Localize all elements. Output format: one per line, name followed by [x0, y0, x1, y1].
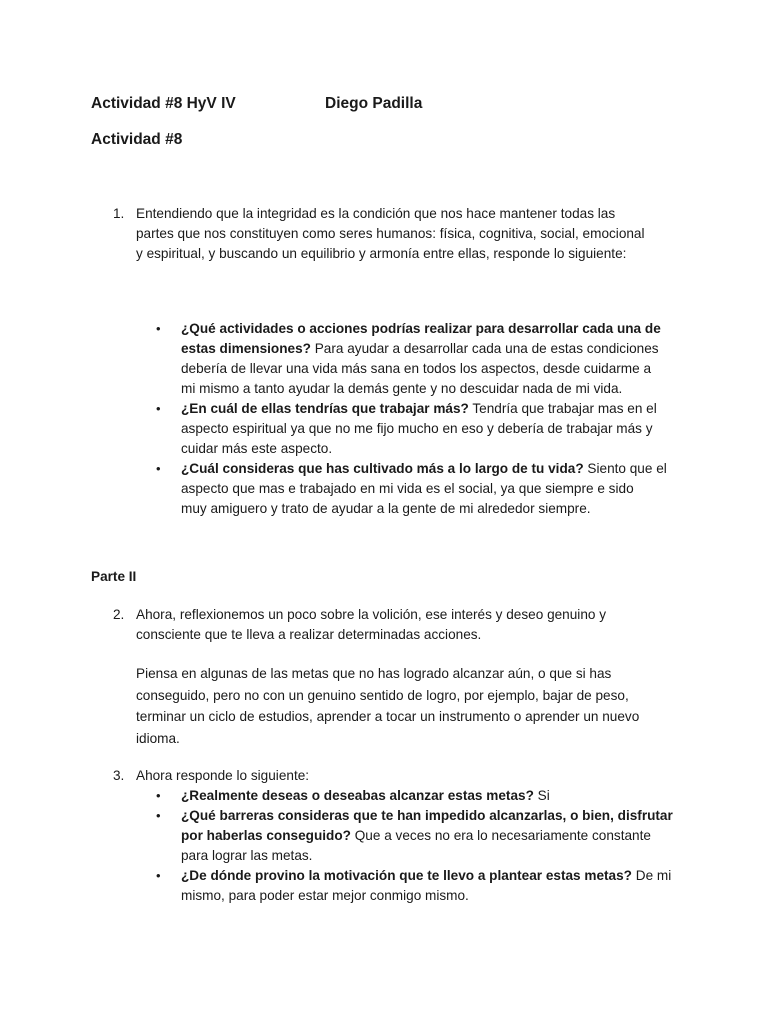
- bullet-answer: Si: [533, 788, 550, 803]
- question-1-line: y espiritual, y buscando un equilibrio y armonía entre ellas, responde lo siguiente:: [136, 246, 627, 261]
- bullet-answer: Siento que el: [583, 461, 667, 476]
- question-3-number: 3.: [113, 768, 125, 783]
- document-title: Actividad #8 HyV IV: [91, 95, 236, 112]
- question-1-text: [136, 204, 696, 264]
- question-2-line: Ahora, reflexionemos un poco sobre la volición, ese interés y deseo genuino y: [136, 607, 607, 622]
- activity-subtitle: Actividad #8: [91, 131, 183, 148]
- bullet-question: ¿De dónde provino la motivación que te llevo a plantear estas metas?: [181, 868, 632, 883]
- bullet-icon: •: [156, 321, 161, 336]
- bullet-icon: •: [156, 868, 161, 883]
- author-name: Diego Padilla: [325, 95, 423, 112]
- bullet-answer: cuidar más este aspecto.: [181, 441, 333, 456]
- paragraph-line: conseguido, pero no con un genuino sentido de logro, por ejemplo, bajar de peso,: [136, 687, 629, 703]
- list-item: [156, 786, 681, 806]
- question-1-bullets: [156, 319, 681, 519]
- bullet-question: ¿Cuál consideras que has cultivado más a lo largo de tu vida?: [181, 461, 584, 476]
- question-1-number: 1.: [113, 206, 125, 221]
- bullet-question: por haberlas conseguido?: [181, 828, 351, 843]
- bullet-answer: mi mismo a tanto ayudar la demás gente y no descuidar nada de mi vida.: [181, 381, 623, 396]
- bullet-question: ¿Qué actividades o acciones podrías realizar para desarrollar cada una de: [181, 321, 661, 336]
- bullet-answer: mismo, para poder estar mejor conmigo mismo.: [181, 888, 469, 903]
- bullet-answer: Que a veces no era lo necesariamente constante: [350, 828, 651, 843]
- question-2-line: consciente que te lleva a realizar determinadas acciones.: [136, 627, 482, 642]
- bullet-icon: •: [156, 808, 161, 823]
- bullet-answer: para lograr las metas.: [181, 848, 313, 863]
- bullet-answer: muy amiguero y trato de ayudar a la gente de mi alrededor siempre.: [181, 501, 591, 516]
- question-2-text: [136, 605, 696, 645]
- question-1-line: partes que nos constituyen como seres humanos: física, cognitiva, social, emocional: [136, 226, 645, 241]
- bullet-question: ¿En cuál de ellas tendrías que trabajar más?: [181, 401, 469, 416]
- section-heading-part-2: Parte II: [91, 569, 137, 584]
- bullet-answer: debería de llevar una vida más sana en todos los aspectos, desde cuidarme a: [181, 361, 652, 376]
- bullet-answer: aspecto espiritual ya que no me fijo mucho en eso y debería de trabajar más y: [181, 421, 653, 436]
- paragraph-line: Piensa en algunas de las metas que no has logrado alcanzar aún, o que si has: [136, 666, 612, 681]
- bullet-question: estas dimensiones?: [181, 341, 311, 356]
- bullet-answer: Tendría que trabajar mas en el: [468, 401, 657, 416]
- bullet-icon: •: [156, 461, 161, 476]
- question-2-paragraph: [136, 663, 696, 749]
- bullet-question: ¿Realmente deseas o deseabas alcanzar estas metas?: [181, 788, 534, 803]
- bullet-answer: De mi: [631, 868, 672, 883]
- paragraph-line: terminar un ciclo de estudios, aprender a tocar un instrumento o aprender un nuevo: [136, 709, 640, 724]
- bullet-question: ¿Qué barreras consideras que te han impedido alcanzarlas, o bien, disfrutar: [181, 808, 673, 823]
- list-item: [156, 319, 681, 399]
- bullet-answer: Para ayudar a desarrollar cada una de estas condiciones: [310, 341, 659, 356]
- question-2-number: 2.: [113, 607, 125, 622]
- question-3-text: Ahora responde lo siguiente:: [136, 768, 310, 783]
- bullet-icon: •: [156, 401, 161, 416]
- question-1-line: Entendiendo que la integridad es la condición que nos hace mantener todas las: [136, 206, 616, 221]
- list-item: [156, 866, 681, 906]
- paragraph-line: idioma.: [136, 730, 180, 746]
- list-item: [156, 806, 681, 866]
- question-3-bullets: [156, 786, 681, 906]
- list-item: [156, 459, 681, 519]
- list-item: [156, 399, 681, 459]
- bullet-icon: •: [156, 788, 161, 803]
- bullet-answer: aspecto que mas e trabajado en mi vida es el social, ya que siempre e sido: [181, 481, 634, 496]
